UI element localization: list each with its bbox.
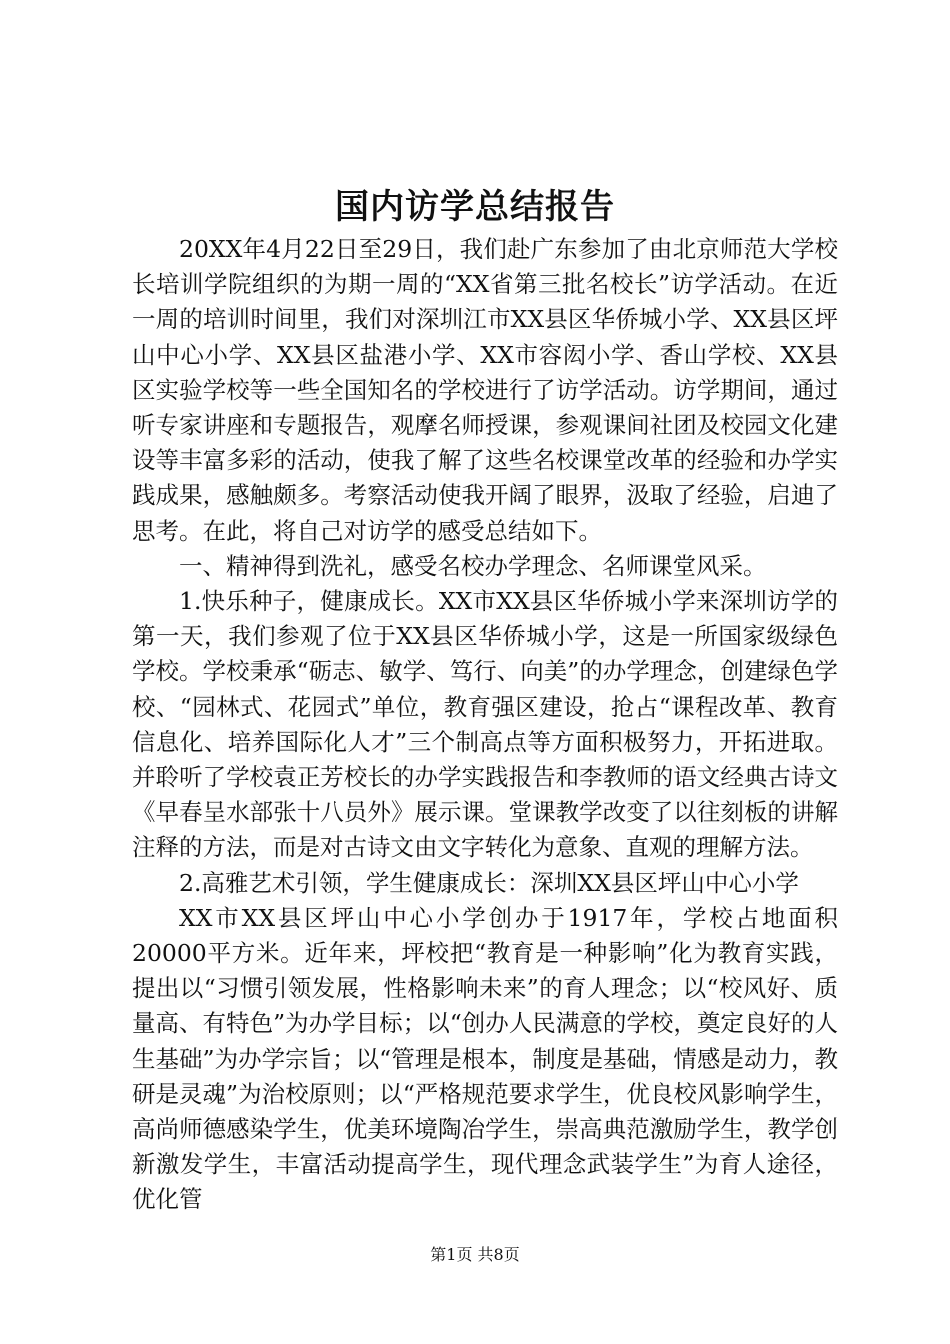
paragraph-item-2-heading: 2.高雅艺术引领，学生健康成长：深圳XX县区坪山中心小学 xyxy=(179,868,799,897)
document-title: 国内访学总结报告 xyxy=(335,187,615,227)
paragraph-section-heading: 一、精神得到洗礼，感受名校办学理念、名师课堂风采。 xyxy=(179,551,767,580)
document-body xyxy=(132,232,838,1218)
paragraph-intro: 20XX年4月22日至29日，我们赴广东参加了由北京师范大学校长培训学院组织的为期一周的“XX省第三批名校长”访学活动。在近一周的培训时间里，我们对深圳江市XX县区华侨城小学、XX县区坪山中心小学、XX县区盐港小学、XX市容闳小学、香山学校、XX县区实验学校等一些全国知名的学校进行了访学活动。访学期间，通过听专家讲座和专题报告，观摩名师授课，参观课间社团及校园文化建设等丰富多彩的活动，使我了解了这些名校课堂改革的经验和办学实践成果，感触颇多。考察活动使我开阔了眼界，汲取了经验，启迪了思考。在此，将自己对访学的感受总结如下。 xyxy=(132,235,838,545)
page-footer: 第1页 共8页 xyxy=(430,1245,520,1264)
paragraph-item-2-body: XX市XX县区坪山中心小学创办于1917年，学校占地面积20000平方米。近年来，坪校把“教育是一种影响”化为教育实践，提出以“习惯引领发展，性格影响未来”的育人理念；以“校风好、质量高、有特色”为办学目标；以“创办人民满意的学校，奠定良好的人生基础”为办学宗旨；以“管理是根本，制度是基础，情感是动力，教研是灵魂”为治校原则；以“严格规范要求学生，优良校风影响学生，高尚师德感染学生，优美环境陶冶学生，崇高典范激励学生，教学创新激发学生，丰富活动提高学生，现代理念武装学生”为育人途径，优化管 xyxy=(132,903,838,1214)
paragraph-item-1: 1.快乐种子，健康成长。XX市XX县区华侨城小学来深圳访学的第一天，我们参观了位于XX县区华侨城小学，这是一所国家级绿色学校。学校秉承“砺志、敏学、笃行、向美”的办学理念，创建绿色学校、“园林式、花园式”单位，教育强区建设，抢占“课程改革、教育信息化、培养国际化人才”三个制高点等方面积极努力，开拓进取。并聆听了学校袁正芳校长的办学实践报告和李教师的语文经典古诗文《早春呈水部张十八员外》展示课。堂课教学改变了以往刻板的讲解注释的方法，而是对古诗文由文字转化为意象、直观的理解方法。 xyxy=(132,587,838,862)
